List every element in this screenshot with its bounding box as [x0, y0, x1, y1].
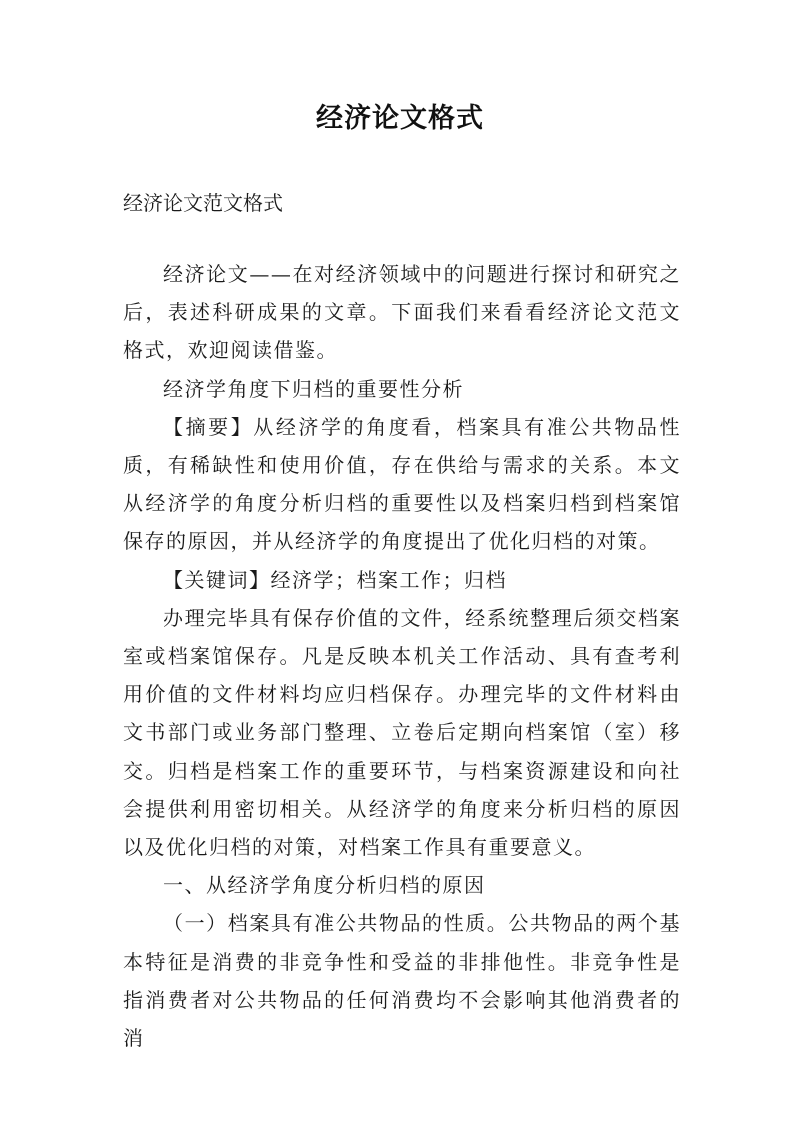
document-title: 经济论文格式	[316, 103, 484, 134]
chapter-heading: 一、从经济学角度分析归档的原因	[163, 873, 486, 898]
keywords-paragraph: 【关键词】经济学；档案工作；归档	[163, 567, 507, 592]
document-subtitle: 经济论文范文格式	[123, 191, 283, 215]
paragraph-intro: 经济论文——在对经济领域中的问题进行探讨和研究之后，表述科研成果的文章。下面我们来看看经济论文范文格式，欢迎阅读借鉴。	[123, 262, 681, 363]
body-paragraph: 办理完毕具有保存价值的文件，经系统整理后须交档案室或档案馆保存。凡是反映本机关工作活动、具有查考利用价值的文件材料均应归档保存。办理完毕的文件材料由文书部门或业务部门整理、立卷后定期向档案馆（室）移交。归档是档案工作的重要环节，与档案资源建设和向社会提供利用密切相关。从经济学的角度来分析归档的原因以及优化归档的对策，对档案工作具有重要意义。	[123, 605, 681, 860]
document-body	[123, 255, 681, 1057]
section-heading: 经济学角度下归档的重要性分析	[163, 376, 464, 401]
abstract-paragraph: 【摘要】从经济学的角度看，档案具有准公共物品性质，有稀缺性和使用价值，存在供给与需求的关系。本文从经济学的角度分析归档的重要性以及档案归档到档案馆保存的原因，并从经济学的角度提出了优化归档的对策。	[123, 414, 681, 554]
body-paragraph: （一）档案具有准公共物品的性质。公共物品的两个基本特征是消费的非竞争性和受益的非排他性。非竞争性是指消费者对公共物品的任何消费均不会影响其他消费者的消	[123, 911, 681, 1051]
